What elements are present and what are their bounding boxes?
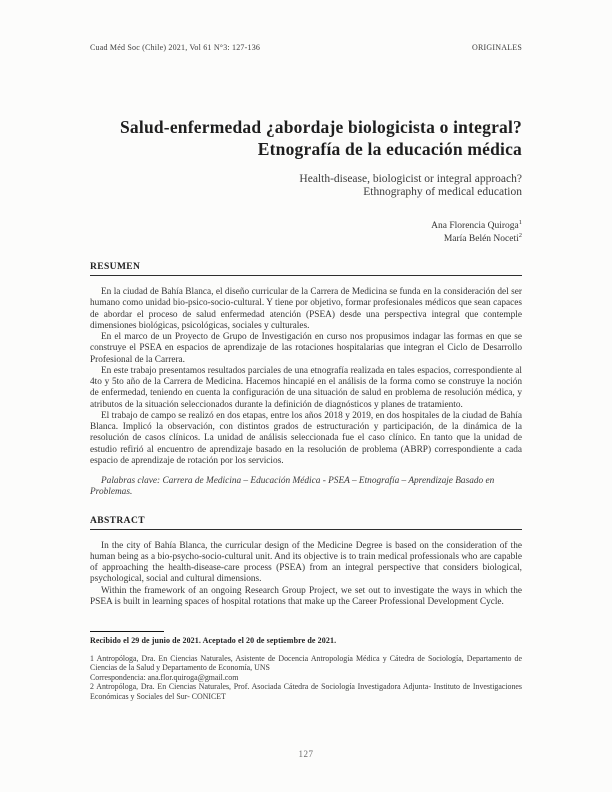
resumen-paragraph: En la ciudad de Bahía Blanca, el diseño curricular de la Carrera de Medicina se funda en la consideración del ser humano como unidad bio-psico-socio-cultural. Y tiene por objetivo, formar profesionales médicos que sean capaces de abordar el proceso de salud enfermedad atención (PSEA) desde una perspectiva integral que contemple dimensiones biológicas, psicológicas, sociales y culturales. — [90, 287, 522, 331]
author-name: Ana Florencia Quiroga — [431, 221, 519, 231]
author-line — [90, 233, 522, 246]
footnote: 2 Antropóloga, Dra. En Ciencias Naturales, Prof. Asociada Cátedra de Sociología Investigadora Adjunta- Instituto de Investigaciones Económicas y Sociales del Sur- CONICET — [90, 682, 522, 701]
footnotes-block — [90, 654, 522, 701]
paper-subtitle-line2: Ethnography of medical education — [363, 186, 522, 198]
footnote-divider-rule — [90, 631, 164, 632]
abstract-heading: ABSTRACT — [90, 516, 522, 530]
abstract-paragraph: In the city of Bahía Blanca, the curricular design of the Medicine Degree is based on the consideration of the human being as a bio-psycho-socio-cultural unit. And its objective is to train medical professionals who are capable of approaching the health-disease-care process (PSEA) from an integral perspective that considers biological, psychological, social and cultural dimensions. — [90, 540, 522, 585]
abstract-body — [90, 541, 522, 609]
footnote: 1 Antropóloga, Dra. En Ciencias Naturales, Asistente de Docencia Antropología Médica y Cátedra de Sociología, Departamento de Ciencias de la Salud y Departamento de Economía, UNS — [90, 654, 522, 673]
author-line — [90, 220, 522, 233]
paper-title-line2: Etnografía de la educación médica — [257, 139, 522, 159]
resumen-paragraph: En este trabajo presentamos resultados parciales de una etnografía realizada en tales espacios, correspondiente al 4to y 5to año de la Carrera de Medicina. Hacemos hincapié en el análisis de la forma como se construye la noción de enfermedad, teniendo en cuenta la configuración de una situación de salud en problema de resolución médica, y atributos de la situación seleccionados durante la definición de diagnósticos y planes de tratamiento. — [90, 365, 522, 410]
page-header — [90, 43, 522, 52]
title-block — [90, 116, 522, 245]
page-number: 127 — [298, 749, 314, 759]
footnote-correspondence: Correspondencia: ana.flor.quiroga@gmail.com — [90, 672, 239, 682]
paper-subtitle — [90, 173, 522, 199]
authors-block — [90, 220, 522, 245]
resumen-heading: RESUMEN — [90, 262, 522, 276]
paper-subtitle-line1: Health-disease, biologicist or integral approach? — [299, 173, 522, 185]
resumen-body — [90, 287, 522, 467]
paper-title — [90, 116, 522, 160]
resumen-paragraph: En el marco de un Proyecto de Grupo de Investigación en curso nos propusimos indagar las formas en que se construye el PSEA en espacios de aprendizaje de las rotaciones hospitalarias que integran el Ciclo de Desarrollo Profesional de la Carrera. — [90, 332, 522, 365]
received-block — [90, 631, 522, 645]
author-name: María Belén Noceti — [443, 233, 519, 244]
section-label: ORIGINALES — [472, 43, 522, 52]
received-accepted-line: Recibido el 29 de junio de 2021. Aceptado el 20 de septiembre de 2021. — [90, 636, 337, 645]
paper-title-line1: Salud-enfermedad ¿abordaje biologicista o integral? — [120, 117, 522, 137]
author-footnote-mark: 2 — [518, 231, 522, 239]
keywords-line: Palabras clave: Carrera de Medicina – Educación Médica - PSEA – Etnografía – Aprendizaje Basado en Problemas. — [90, 476, 495, 498]
abstract-paragraph: Within the framework of an ongoing Research Group Project, we set out to investigate the ways in which the PSEA is built in learning spaces of hospital rotations that make up the Career Professional Development Cycle. — [90, 585, 522, 607]
journal-reference: Cuad Méd Soc (Chile) 2021, Vol 61 N°3: 127-136 — [90, 43, 261, 52]
author-footnote-mark: 1 — [518, 218, 522, 226]
resumen-paragraph: El trabajo de campo se realizó en dos etapas, entre los años 2018 y 2019, en dos hospitales de la ciudad de Bahía Blanca. Implicó la observación, con distintos grados de estructuración y participación, de la dinámica de la resolución de casos clínicos. La unidad de análisis seleccionada fue el caso clínico. En tanto que la unidad de estudio refirió al encuentro de aprendizaje basado en la resolución de problema (ABRP) correspondiente a cada espacio de aprendizaje de rotación por los servicios. — [90, 410, 522, 466]
